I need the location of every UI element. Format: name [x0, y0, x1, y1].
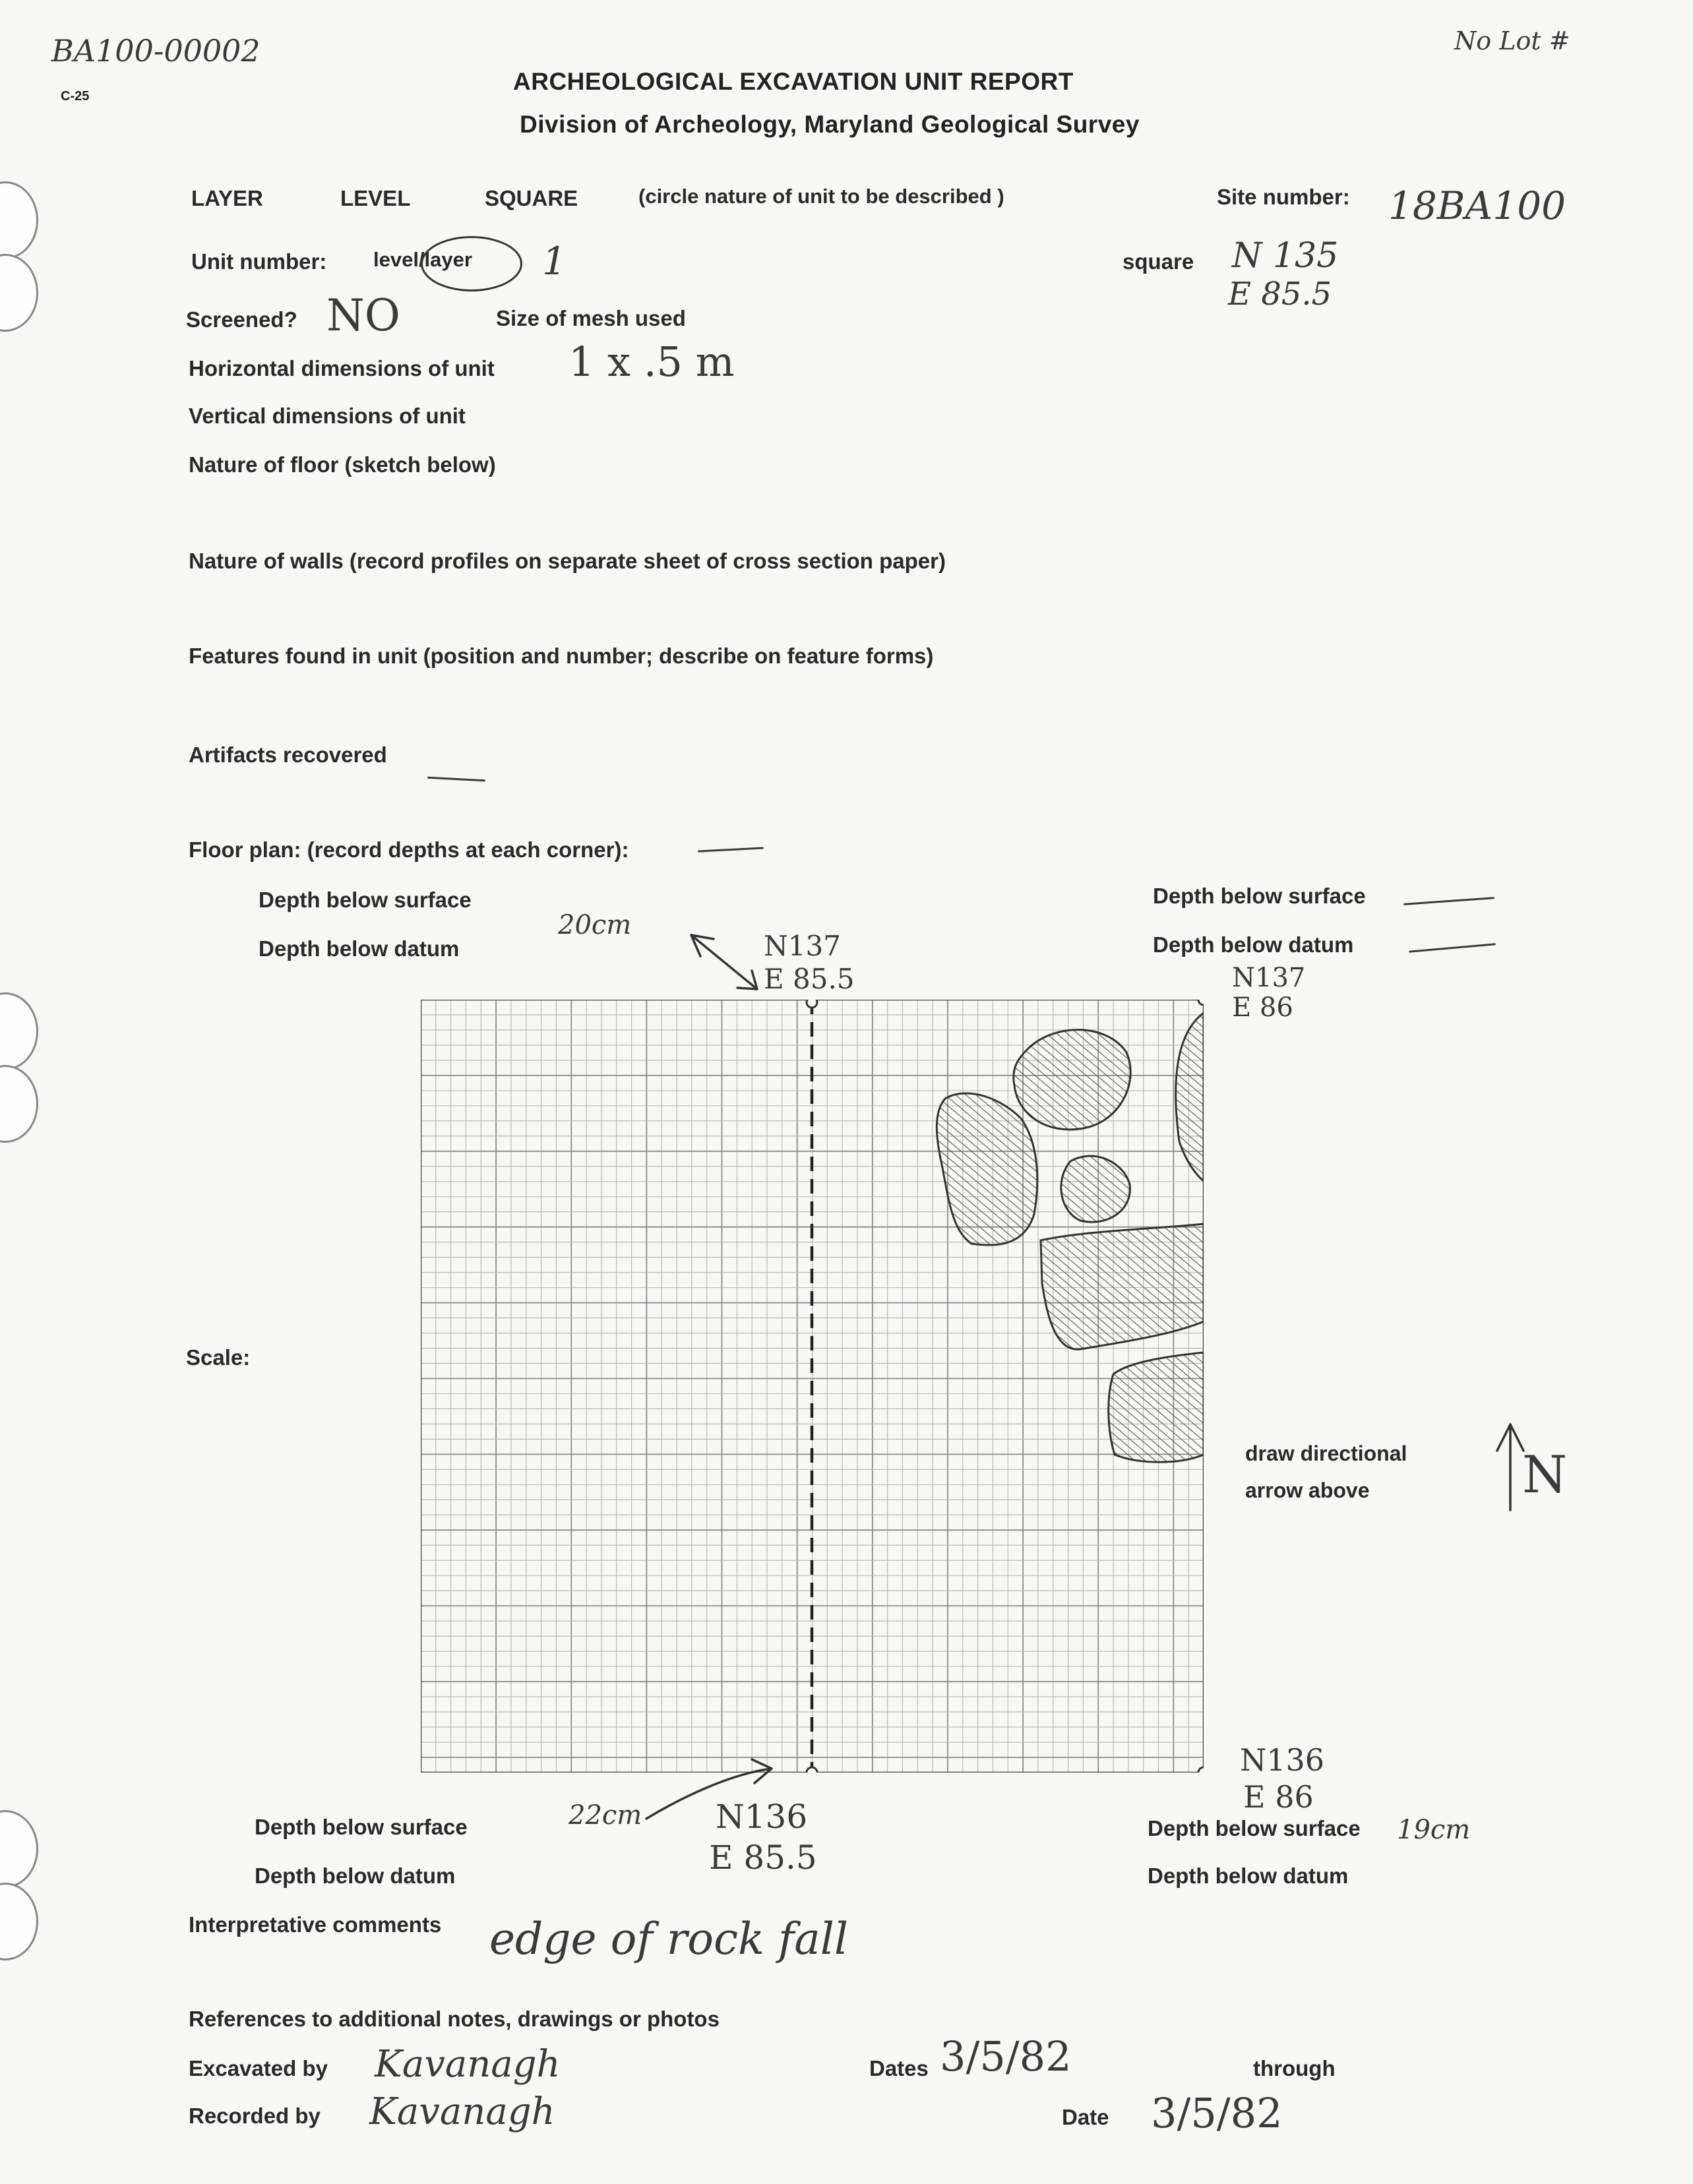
tl-depth-value: 20cm — [558, 910, 632, 940]
scale-label: Scale: — [186, 1345, 251, 1370]
square-label: square — [1123, 249, 1194, 274]
references-label: References to additional notes, drawings or photos — [189, 2007, 720, 2031]
features-label: Features found in unit (position and number; describe on feature forms) — [189, 644, 934, 668]
north-arrow — [1497, 1424, 1524, 1510]
bl-coord-east: E 85.5 — [709, 1838, 817, 1877]
site-number-value: 18BA100 — [1388, 183, 1566, 228]
date-label: Date — [1062, 2105, 1109, 2129]
br-coord-north: N136 — [1240, 1742, 1325, 1778]
unit-number-label: Unit number: — [191, 249, 327, 274]
excavated-by-label: Excavated by — [189, 2056, 328, 2080]
recorded-by-value: Kavanagh — [369, 2090, 555, 2133]
direction-label-1: draw directional — [1245, 1441, 1407, 1465]
excavated-by-value: Kavanagh — [375, 2043, 561, 2086]
bl-depth-datum-label: Depth below datum — [255, 1864, 456, 1888]
date-value: 3/5/82 — [1151, 2089, 1283, 2137]
dates-value: 3/5/82 — [940, 2032, 1072, 2080]
north-symbol: N — [1522, 1445, 1568, 1505]
option-level: LEVEL — [340, 186, 411, 210]
comments-label: Interpretative comments — [189, 1912, 442, 1937]
comments-value: edge of rock fall — [489, 1914, 848, 1964]
floor-nature-label: Nature of floor (sketch below) — [189, 452, 496, 477]
form-code: C-25 — [61, 89, 90, 104]
square-north-value: N 135 — [1232, 236, 1339, 276]
screened-label: Screened? — [186, 307, 297, 332]
tr-coord-north: N137 — [1232, 963, 1306, 993]
br-depth-value: 19cm — [1397, 1815, 1471, 1845]
unit-type-instruction: (circle nature of unit to be described ) — [638, 185, 1004, 208]
unit-number-value: 1 — [542, 239, 567, 284]
screened-value: NO — [326, 290, 400, 341]
unit-number-options: level/layer — [373, 248, 472, 271]
tl-coord-east: E 85.5 — [764, 963, 855, 995]
mesh-size-label: Size of mesh used — [496, 306, 686, 330]
lot-note: No Lot # — [1454, 26, 1570, 55]
tl-arrow — [691, 935, 757, 989]
tl-depth-surface-label: Depth below surface — [259, 888, 472, 912]
artifacts-label: Artifacts recovered — [189, 743, 387, 767]
option-layer: LAYER — [191, 186, 263, 210]
br-depth-datum-label: Depth below datum — [1148, 1864, 1349, 1888]
horizontal-dimensions-value: 1 x .5 m — [569, 338, 735, 386]
bl-depth-value: 22cm — [569, 1800, 642, 1831]
tr-coord-east: E 86 — [1232, 992, 1293, 1023]
bl-coord-north: N136 — [716, 1798, 808, 1836]
br-coord-east: E 86 — [1243, 1779, 1314, 1815]
tl-depth-datum-label: Depth below datum — [259, 936, 460, 961]
option-square: SQUARE — [485, 186, 578, 210]
floor-plan-label: Floor plan: (record depths at each corner): — [189, 837, 629, 862]
direction-label-2: arrow above — [1245, 1478, 1370, 1502]
form-subtitle: Division of Archeology, Maryland Geological Survey — [520, 111, 1140, 138]
site-number-label: Site number: — [1217, 185, 1350, 209]
horizontal-dimensions-label: Horizontal dimensions of unit — [189, 356, 495, 380]
through-label: through — [1253, 2056, 1336, 2080]
recorded-by-label: Recorded by — [189, 2104, 321, 2128]
square-east-value: E 85.5 — [1228, 276, 1332, 313]
form-title: ARCHEOLOGICAL EXCAVATION UNIT REPORT — [513, 68, 1074, 95]
br-depth-surface-label: Depth below surface — [1148, 1816, 1361, 1840]
tr-depth-datum-label: Depth below datum — [1153, 932, 1354, 957]
tr-depth-surface-label: Depth below surface — [1153, 884, 1366, 908]
bl-depth-surface-label: Depth below surface — [255, 1815, 468, 1839]
dates-label: Dates — [869, 2056, 929, 2080]
walls-nature-label: Nature of walls (record profiles on separate sheet of cross section paper) — [189, 549, 946, 573]
tl-coord-north: N137 — [764, 930, 841, 962]
vertical-dimensions-label: Vertical dimensions of unit — [189, 404, 466, 428]
document-id: BA100-00002 — [51, 33, 261, 69]
